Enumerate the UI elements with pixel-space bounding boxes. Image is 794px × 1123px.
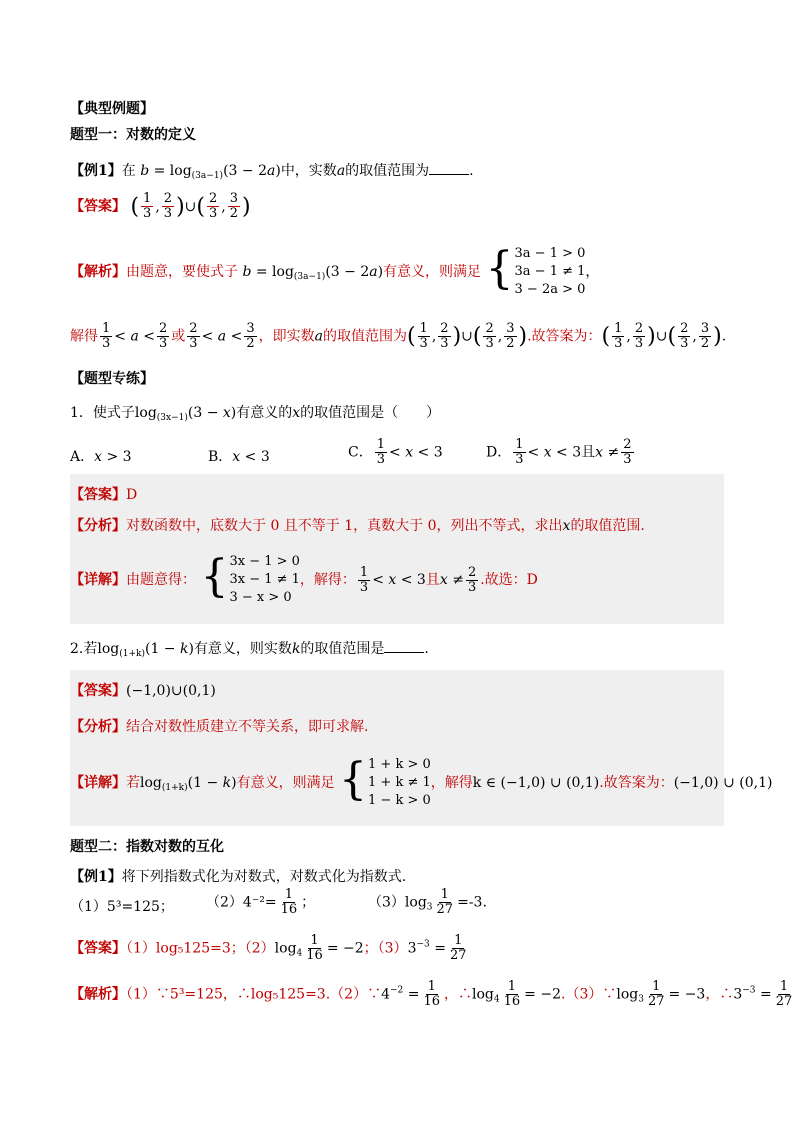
type2-title: 题型二：指数对数的互化 [70,839,224,855]
example1-answer: 【答案】 ( $\frac{1}{3}$ , $\frac{2}{3}$ )∪( $\frac{2}{3}$ , $\frac{3}{2}$ ) [70,191,251,221]
example1-question: 【例1】在 $b = \log_{(3a-1)}(3 - 2a)$中，实数a的取值范围为 . [70,163,474,181]
option-c[interactable]: C． $\frac{1}{3}$ < x < 3 [348,437,443,467]
example2-item3: $(3)\log_3$ $\frac{1}{27}$ =-3. [368,887,487,917]
example2-solution: 【解析】（1）∵5³=125，$\therefore\log_5125=3.(2)\because 4^{-2}$ = $\frac{1}{16}$ ，$\therefore\log_4$ $\frac{1}{16}$ = $-2.(3)\because\log_3$ $\frac{1}{27}$ = −3，$\therefore 3^{-3}$ = $\frac{1}{27}$ [70,979,793,1009]
problem1-system: { 3x − 1 > 0 3x − 1 ≠ 1 3 − x > 0 [200,551,300,605]
problem1-detail: 【详解】由题意得： { 3x − 1 > 0 3x − 1 ≠ 1 3 − x > 0 ，解得： $\frac{1}{3}$ < x < 3且x ≠ $\frac{2}{3}$ .故选：D [70,551,538,605]
answer-blank [429,162,469,175]
example1-tag: 【例1】 [70,163,122,179]
type1-title: 题型一：对数的定义 [70,127,196,143]
problem1-analysis: 【分析】对数函数中，底数大于 0 且不等于 1，真数大于 0，列出不等式，求出x的取值范围. [70,518,645,534]
problem2-analysis: 【分析】结合对数性质建立不等关系，即可求解. [70,719,369,735]
example2-question: 【例1】将下列指数式化为对数式，对数式化为指数式. [70,869,407,885]
example1-solution-line2: 解得 $\frac{1}{3}$ < a < $\frac{2}{3}$ 或 $\frac{2}{3}$ < a < $\frac{3}{2}$ ，即实数a的取值范围为( $\frac{1}{3}$ , $\frac{2}{3}$ )∪( $\frac{2}{3}$ , $\frac{3}{2}$ ).故答案为：( $\frac{1}{3}$ , $\frac{2}{3}$ )∪( $\frac{2}{3}$ , $\frac{3}{2}$ ). [70,321,727,351]
problem1-question: 1．使式子$\log_{(3x-1)}(3 - x)$有意义的x的取值范围是（ ） [70,405,441,423]
problem1-answer: 【答案】D [70,487,138,503]
answer-blank-2 [384,640,424,653]
option-b[interactable]: B．x < 3 [208,449,270,465]
option-a[interactable]: A．x > 3 [70,449,132,465]
problem2-answer: 【答案】(−1,0)∪(0,1) [70,683,216,699]
option-d[interactable]: D． $\frac{1}{3}$ < x < 3且x ≠ $\frac{2}{3}$ [486,437,632,467]
problem2-detail: 【详解】若$\log_{(1+k)}(1 - k)$有意义，则满足 { 1 + k > 0 1 + k ≠ 1 1 − k > 0 ，解得k ∈ (−1,0) ∪ (0,1).故答案为：(−1,0) ∪ (0,1) [70,754,773,808]
example2-item2: （2）4⁻²= $\frac{1}{16}$ ； [206,887,316,917]
section-header-examples: 【典型例题】 [70,101,154,117]
section-header-practice: 【题型专练】 [70,371,154,387]
problem2-question: 2.若$\log_{(1+k)}(1 - k)$有意义，则实数k的取值范围是 . [70,641,429,659]
example1-system: { 3a − 1 > 0 3a − 1 ≠ 1 3 − 2a > 0 [485,243,586,297]
problem2-system: { 1 + k > 0 1 + k ≠ 1 1 − k > 0 [339,754,431,808]
example2-items: （1）5³=125； [70,899,174,915]
example1-solution: 【解析】由题意，要使式子 $b = \log_{(3a-1)}(3 - 2a)$有意义，则满足 { 3a − 1 > 0 3a − 1 ≠ 1 3 − 2a > 0 ， [70,243,600,297]
example2-answer: 【答案】（1）log₅125=3；$(2)\log_4$ $\frac{1}{16}$ = −2；$(3)3^{-3}$ = $\frac{1}{27}$ [70,933,467,963]
